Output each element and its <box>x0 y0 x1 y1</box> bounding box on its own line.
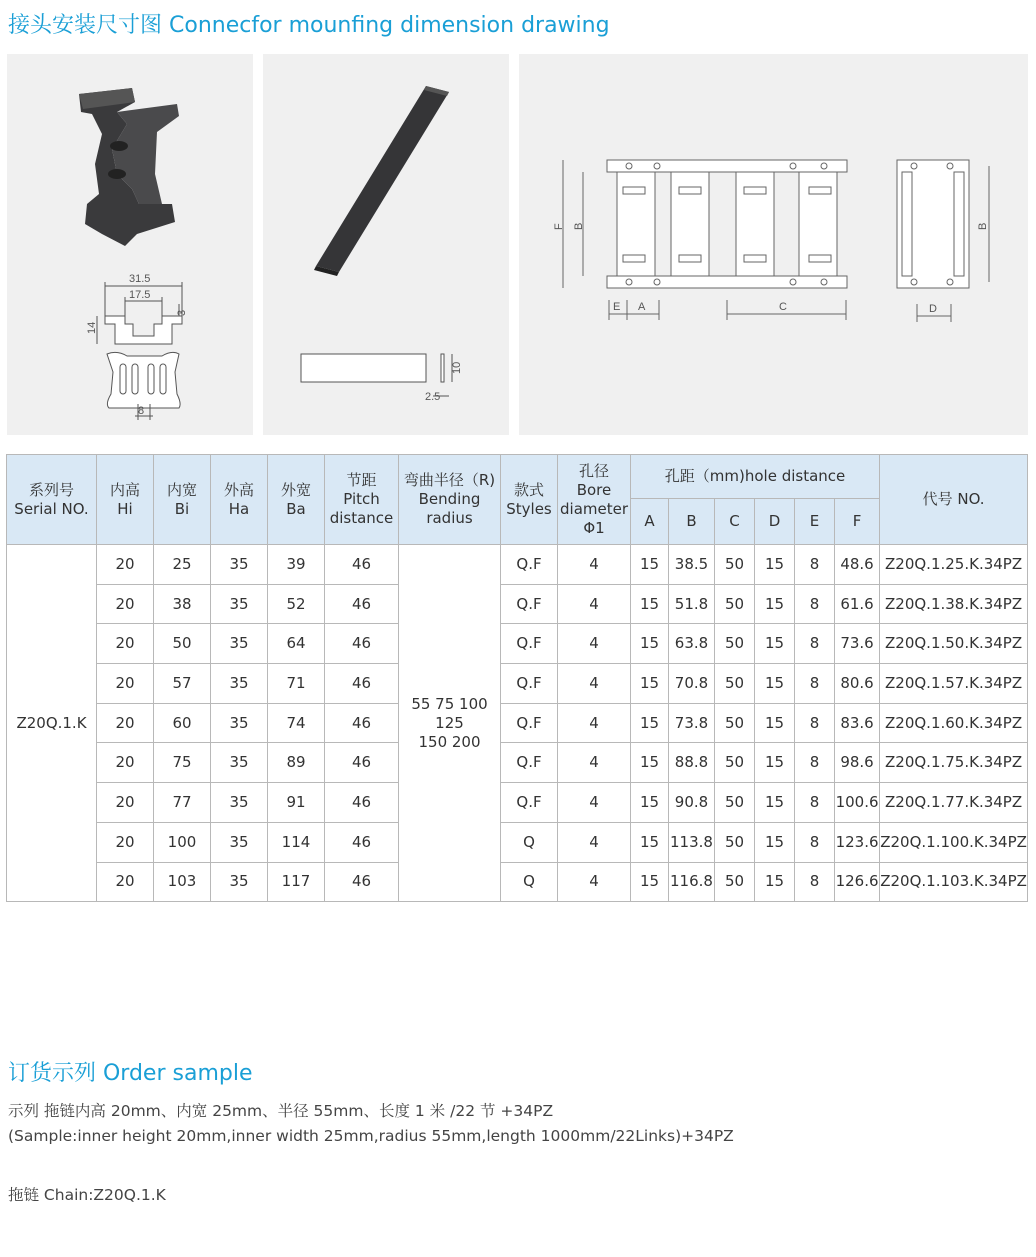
table-row <box>7 624 1028 664</box>
table-cell: 4 <box>558 664 631 704</box>
table-cell: 8 <box>795 783 835 823</box>
dim-bar-thick-label: 10 <box>451 361 463 374</box>
bar-3d-picture <box>314 86 449 276</box>
header-hi: 内高 Hi <box>97 455 154 545</box>
table-cell: 77 <box>154 783 211 823</box>
table-cell: 25 <box>154 545 211 585</box>
table-cell: 83.6 <box>835 703 880 743</box>
table-cell: 64 <box>268 624 325 664</box>
table-cell: 15 <box>755 743 795 783</box>
header-bore: 孔径 Bore diameter Φ1 <box>558 455 631 545</box>
table-cell: Q.F <box>501 545 558 585</box>
dim-height-label: 14 <box>86 321 98 334</box>
table-cell: 48.6 <box>835 545 880 585</box>
table-cell: 4 <box>558 624 631 664</box>
table-cell: 15 <box>631 664 669 704</box>
table-cell: 46 <box>325 584 399 624</box>
dim-B-label: B <box>573 222 585 230</box>
table-cell: Z20Q.1.60.K.34PZ <box>880 703 1028 743</box>
connector-technical-drawing <box>97 282 182 420</box>
connector-image-panel <box>7 54 253 435</box>
table-cell: 20 <box>97 664 154 704</box>
table-cell: 4 <box>558 862 631 902</box>
header-hole-distance: 孔距（mm)hole distance <box>631 455 880 499</box>
table-row <box>7 703 1028 743</box>
table-cell: 35 <box>211 664 268 704</box>
table-cell: 50 <box>715 584 755 624</box>
header-ha: 外高 Ha <box>211 455 268 545</box>
table-cell: 46 <box>325 624 399 664</box>
table-row <box>7 783 1028 823</box>
dim-C-label: C <box>779 301 787 313</box>
order-line-sample-en: (Sample:inner height 20mm,inner width 25mm,radius 55mm,length 1000mm/22Links)+34PZ <box>8 1127 734 1145</box>
table-cell: 50 <box>715 822 755 862</box>
dim-bar-edge-label: 2.5 <box>425 391 441 403</box>
table-cell: 51.8 <box>669 584 715 624</box>
page-title: 接头安装尺寸图 Connecfor mounfing dimension drawing <box>8 13 610 38</box>
table-cell: 57 <box>154 664 211 704</box>
table-cell: 126.6 <box>835 862 880 902</box>
chain-image-panel <box>519 54 1028 435</box>
table-cell: 15 <box>755 545 795 585</box>
table-cell: 20 <box>97 743 154 783</box>
table-row <box>7 664 1028 704</box>
table-cell: 8 <box>795 703 835 743</box>
table-cell: 35 <box>211 862 268 902</box>
table-cell: Q.F <box>501 664 558 704</box>
table-cell: 123.6 <box>835 822 880 862</box>
table-cell: 39 <box>268 545 325 585</box>
table-cell: 50 <box>715 703 755 743</box>
table-cell: 35 <box>211 584 268 624</box>
table-cell: 35 <box>211 783 268 823</box>
table-cell: 113.8 <box>669 822 715 862</box>
table-cell: 15 <box>755 822 795 862</box>
table-cell: 50 <box>154 624 211 664</box>
chain-drawing <box>519 54 1028 435</box>
table-cell: 15 <box>755 664 795 704</box>
table-cell: 15 <box>631 743 669 783</box>
table-cell: Z20Q.1.103.K.34PZ <box>880 862 1028 902</box>
header-pitch: 节距 Pitch distance <box>325 455 399 545</box>
table-cell: 35 <box>211 743 268 783</box>
table-row <box>7 862 1028 902</box>
dim-A-label: A <box>638 301 646 313</box>
table-cell: 46 <box>325 545 399 585</box>
table-cell: Z20Q.1.77.K.34PZ <box>880 783 1028 823</box>
table-cell: 89 <box>268 743 325 783</box>
header-bending: 弯曲半径（R) Bending radius <box>399 455 501 545</box>
table-cell: 114 <box>268 822 325 862</box>
table-cell: 73.6 <box>835 624 880 664</box>
table-cell: 46 <box>325 743 399 783</box>
table-cell: 50 <box>715 783 755 823</box>
table-cell: 91 <box>268 783 325 823</box>
table-cell: 8 <box>795 664 835 704</box>
dim-E-label: E <box>613 301 621 313</box>
dim-width-label: 31.5 <box>129 273 151 285</box>
serial-cell: Z20Q.1.K <box>7 545 97 902</box>
table-cell: 70.8 <box>669 664 715 704</box>
header-col-F: F <box>835 499 880 545</box>
table-cell: 60 <box>154 703 211 743</box>
table-row <box>7 822 1028 862</box>
table-cell: Z20Q.1.57.K.34PZ <box>880 664 1028 704</box>
table-cell: 15 <box>755 584 795 624</box>
dim-B2-label: B <box>977 222 989 230</box>
table-cell: 15 <box>755 862 795 902</box>
table-cell: 35 <box>211 624 268 664</box>
connector-3d-picture <box>79 88 179 246</box>
table-cell: 75 <box>154 743 211 783</box>
table-cell: 15 <box>631 624 669 664</box>
table-cell: 15 <box>631 783 669 823</box>
table-cell: 61.6 <box>835 584 880 624</box>
table-cell: 52 <box>268 584 325 624</box>
table-cell: 20 <box>97 783 154 823</box>
table-cell: 50 <box>715 545 755 585</box>
table-cell: 46 <box>325 862 399 902</box>
table-cell: 15 <box>755 783 795 823</box>
table-cell: Q.F <box>501 703 558 743</box>
table-cell: 73.8 <box>669 703 715 743</box>
table-cell: Q.F <box>501 743 558 783</box>
table-cell: 4 <box>558 545 631 585</box>
table-cell: 4 <box>558 703 631 743</box>
table-cell: Q.F <box>501 624 558 664</box>
table-cell: 20 <box>97 862 154 902</box>
table-cell: 35 <box>211 822 268 862</box>
table-cell: 38.5 <box>669 545 715 585</box>
table-cell: 98.6 <box>835 743 880 783</box>
table-cell: 8 <box>795 584 835 624</box>
table-cell: 35 <box>211 545 268 585</box>
dim-F-label: F <box>553 223 565 230</box>
table-cell: 15 <box>631 703 669 743</box>
header-col-D: D <box>755 499 795 545</box>
chain-end-view <box>897 160 989 322</box>
dim-inner-label: 17.5 <box>129 289 151 301</box>
table-cell: 8 <box>795 743 835 783</box>
table-cell: 50 <box>715 862 755 902</box>
table-cell: 88.8 <box>669 743 715 783</box>
table-cell: 15 <box>631 545 669 585</box>
header-col-E: E <box>795 499 835 545</box>
spec-table-body <box>7 545 1028 902</box>
dim-thick-label: 3 <box>176 309 188 316</box>
table-cell: 80.6 <box>835 664 880 704</box>
table-cell: 50 <box>715 743 755 783</box>
header-col-C: C <box>715 499 755 545</box>
table-row <box>7 584 1028 624</box>
table-cell: 50 <box>715 624 755 664</box>
table-cell: 8 <box>795 822 835 862</box>
chain-side-view <box>607 160 847 288</box>
header-styles: 款式 Styles <box>501 455 558 545</box>
table-cell: 20 <box>97 584 154 624</box>
table-cell: 35 <box>211 703 268 743</box>
table-cell: Q <box>501 862 558 902</box>
table-cell: 46 <box>325 822 399 862</box>
bar-drawing <box>263 54 509 435</box>
table-cell: 20 <box>97 624 154 664</box>
table-cell: 4 <box>558 584 631 624</box>
spec-table <box>6 454 1028 902</box>
table-cell: 46 <box>325 783 399 823</box>
header-ba: 外宽 Ba <box>268 455 325 545</box>
header-col-B: B <box>669 499 715 545</box>
table-cell: Q <box>501 822 558 862</box>
table-cell: 15 <box>631 862 669 902</box>
table-cell: 71 <box>268 664 325 704</box>
table-cell: Q.F <box>501 584 558 624</box>
table-cell: 8 <box>795 545 835 585</box>
table-cell: 100.6 <box>835 783 880 823</box>
table-cell: 103 <box>154 862 211 902</box>
table-cell: Z20Q.1.100.K.34PZ <box>880 822 1028 862</box>
table-cell: 4 <box>558 783 631 823</box>
header-serial: 系列号 Serial NO. <box>7 455 97 545</box>
table-cell: Z20Q.1.50.K.34PZ <box>880 624 1028 664</box>
table-cell: 4 <box>558 743 631 783</box>
bar-image-panel <box>263 54 509 435</box>
table-cell: 116.8 <box>669 862 715 902</box>
dim-D-label: D <box>929 303 937 315</box>
table-cell: 74 <box>268 703 325 743</box>
table-cell: 15 <box>755 703 795 743</box>
table-row <box>7 545 1028 585</box>
table-cell: 8 <box>795 862 835 902</box>
table-cell: 15 <box>755 624 795 664</box>
table-cell: 46 <box>325 703 399 743</box>
table-cell: 15 <box>631 822 669 862</box>
bar-technical-drawing <box>301 354 452 396</box>
table-cell: Z20Q.1.25.K.34PZ <box>880 545 1028 585</box>
table-cell: 46 <box>325 664 399 704</box>
header-code: 代号 NO. <box>880 455 1028 545</box>
table-row <box>7 743 1028 783</box>
table-cell: 4 <box>558 822 631 862</box>
connector-drawing <box>7 54 253 435</box>
table-cell: 20 <box>97 545 154 585</box>
table-cell: Q.F <box>501 783 558 823</box>
bending-radius-cell: 55 75 100 125 150 200 <box>399 545 501 902</box>
table-cell: 8 <box>795 624 835 664</box>
header-col-A: A <box>631 499 669 545</box>
table-cell: 38 <box>154 584 211 624</box>
table-cell: 117 <box>268 862 325 902</box>
table-cell: 90.8 <box>669 783 715 823</box>
table-cell: Z20Q.1.38.K.34PZ <box>880 584 1028 624</box>
table-cell: 15 <box>631 584 669 624</box>
order-line-sample-cn: 示列 拖链内高 20mm、内宽 25mm、半径 55mm、长度 1 米 /22 节 +34PZ <box>8 1102 554 1120</box>
table-cell: 20 <box>97 703 154 743</box>
table-cell: 20 <box>97 822 154 862</box>
header-bi: 内宽 Bi <box>154 455 211 545</box>
table-cell: 100 <box>154 822 211 862</box>
table-cell: 63.8 <box>669 624 715 664</box>
table-cell: Z20Q.1.75.K.34PZ <box>880 743 1028 783</box>
table-cell: 50 <box>715 664 755 704</box>
order-line-chain: 拖链 Chain:Z20Q.1.K <box>8 1186 166 1204</box>
order-title: 订货示列 Order sample <box>8 1061 253 1086</box>
dim-slot-label: 8 <box>138 405 145 417</box>
